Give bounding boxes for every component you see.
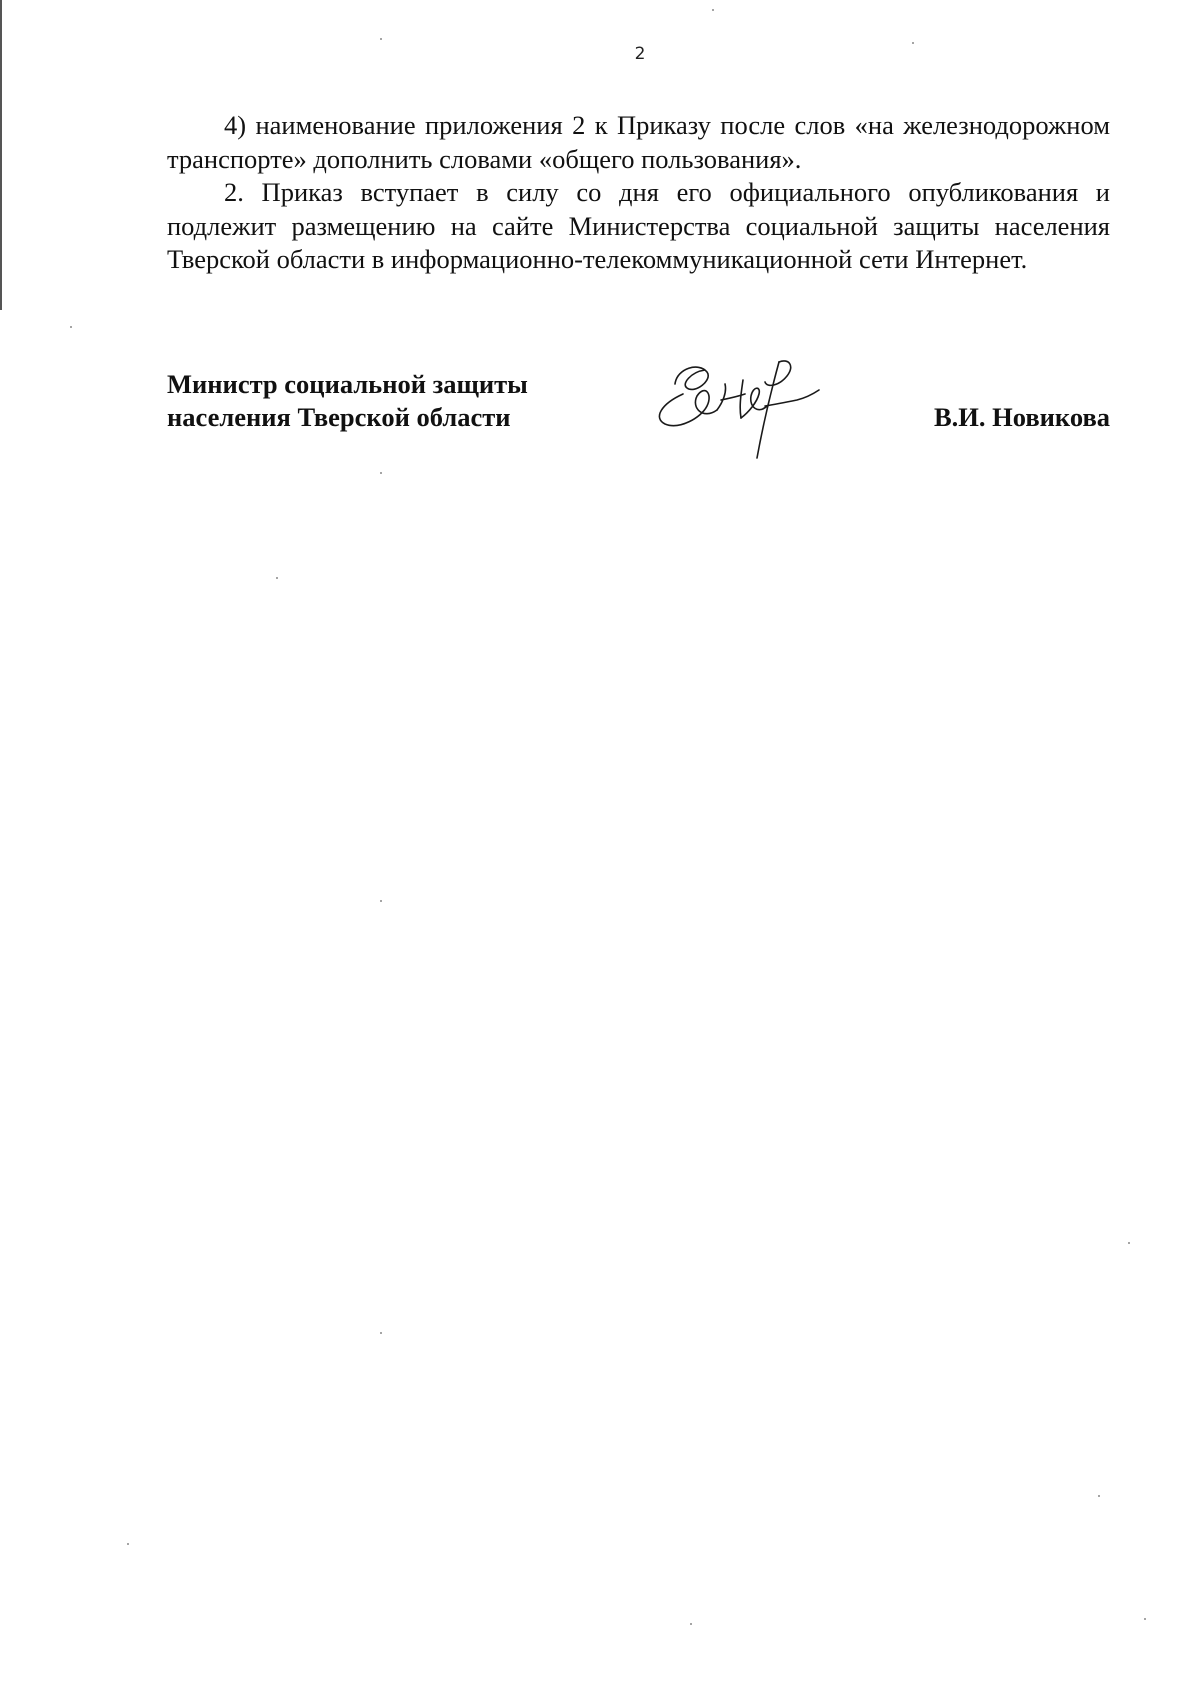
scan-speck: [380, 38, 382, 40]
signatory-title: [167, 368, 528, 434]
page-number: 2: [634, 44, 646, 64]
signatory-name: В.И. Новикова: [933, 402, 1110, 432]
document-body: [167, 109, 1110, 277]
handwritten-signature: [647, 354, 837, 464]
scan-speck: [712, 9, 714, 11]
paragraph-item-4: 4) наименование приложения 2 к Приказу после слов «на железнодорожном транспорте» дополнить словами «общего пользования».: [167, 110, 1110, 174]
scan-speck: [1128, 1242, 1130, 1244]
scan-speck: [1098, 1495, 1100, 1497]
scan-speck: [380, 472, 382, 474]
scan-speck: [127, 1543, 129, 1545]
scan-speck: [380, 1332, 382, 1334]
scan-speck: [912, 42, 914, 44]
signature-block: [167, 368, 1110, 468]
scan-speck: [1144, 1618, 1146, 1620]
scan-speck: [70, 326, 72, 328]
paragraph-item-2: 2. Приказ вступает в силу со дня его официального опубликования и подлежит размещению на сайте Министерства социальной защиты населения Тверской области в информационно-телекоммуникационной сети Интернет.: [167, 177, 1110, 274]
scan-speck: [690, 1623, 692, 1625]
scan-speck: [276, 577, 278, 579]
signatory-title-line-2: населения Тверской области: [167, 402, 511, 432]
signatory-title-line-1: Министр социальной защиты: [167, 369, 528, 399]
scan-speck: [380, 900, 382, 902]
